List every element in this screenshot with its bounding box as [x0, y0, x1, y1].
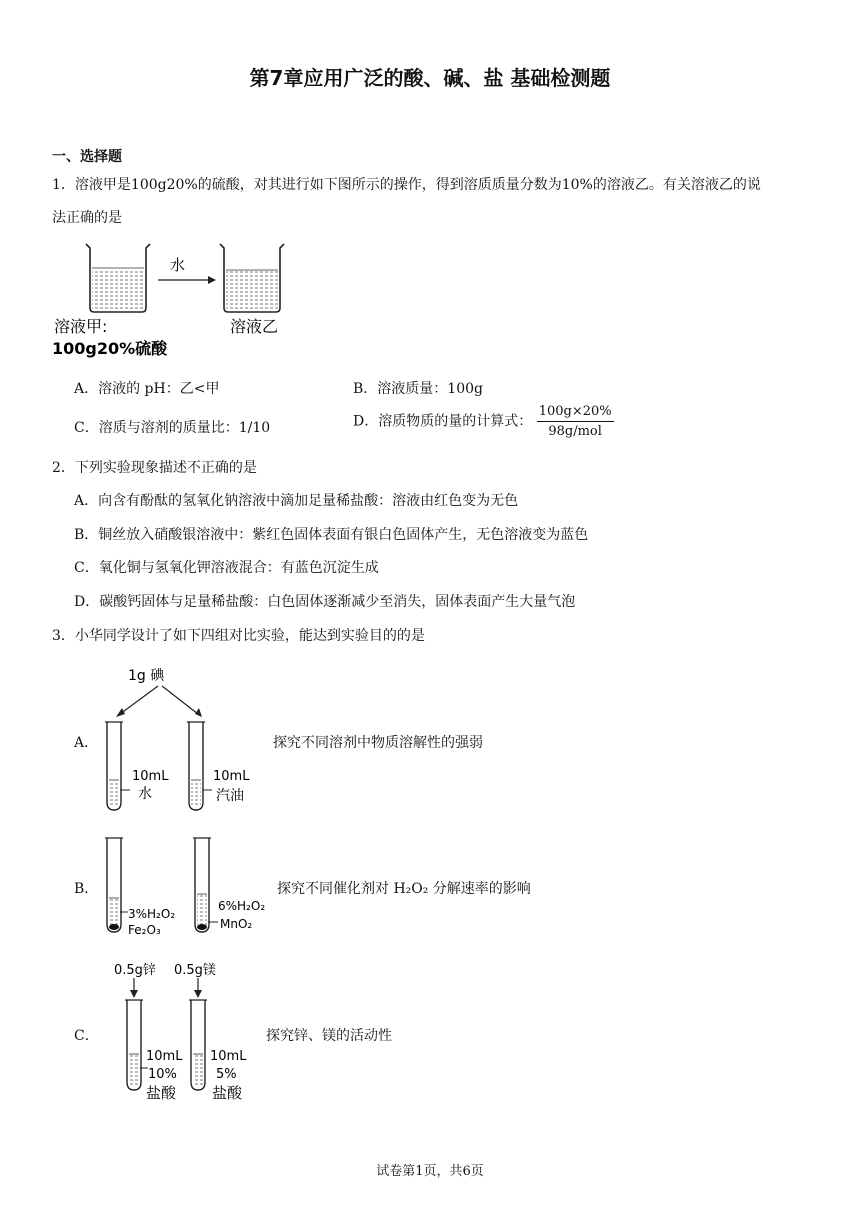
right-volume-label: 10mL: [210, 1049, 247, 1064]
page-title: 第7章应用广泛的酸、碱、盐 基础检测题: [249, 66, 611, 90]
left-liquid-label: 水: [138, 786, 152, 802]
q3-option-a-figure: [100, 662, 260, 814]
right-volume-label: 10mL: [213, 769, 250, 784]
q1-option-c[interactable]: C．溶质与溶剂的质量比：1/10: [74, 420, 271, 436]
q2-option-b[interactable]: B．铜丝放入硝酸银溶液中：紫红色固体表面有银白色固体产生，无色溶液变为蓝色: [74, 527, 589, 543]
q3-option-b-letter[interactable]: B．: [74, 881, 99, 897]
beaker-right-icon: [220, 244, 284, 312]
q1-option-b[interactable]: B．溶液质量：100g: [353, 381, 483, 397]
arrow-icon: [116, 686, 202, 717]
test-tube-right-icon: [187, 722, 212, 810]
magnesium-label: 0.5g镁: [174, 963, 216, 978]
fraction-numerator: 100g×20%: [537, 404, 614, 422]
arrow-icon: [130, 978, 202, 998]
right-liquid-label: 6%H₂O₂: [218, 899, 266, 913]
right-percent-label: 5%: [216, 1067, 237, 1082]
q2-stem: 2．下列实验现象描述不正确的是: [52, 460, 257, 476]
test-tube-left-icon: [125, 1000, 148, 1090]
test-tube-left-icon: [105, 838, 128, 932]
q1-stem-line2: 法正确的是: [52, 210, 122, 226]
q2-option-a[interactable]: A．向含有酚酞的氢氧化钠溶液中滴加足量稀盐酸：溶液由红色变为无色: [74, 493, 519, 509]
q3-option-c-letter[interactable]: C．: [74, 1028, 99, 1044]
q2-option-c[interactable]: C．氧化铜与氢氧化钾溶液混合：有蓝色沉淀生成: [74, 560, 379, 576]
page-footer: 试卷第1页，共6页: [376, 1164, 484, 1179]
q2-option-d[interactable]: D．碳酸钙固体与足量稀盐酸：白色固体逐渐减少至消失，固体表面产生大量气泡: [74, 594, 576, 610]
test-tube-left-icon: [105, 722, 130, 810]
left-catalyst-label: Fe₂O₃: [128, 923, 161, 937]
q1-beaker-figure: [50, 238, 300, 360]
q1-option-d[interactable]: [353, 404, 614, 439]
left-liquid-label: 盐酸: [146, 1084, 177, 1102]
q3-stem: 3．小华同学设计了如下四组对比实验，能达到实验目的的是: [52, 628, 425, 644]
q1-option-d-fraction: [537, 404, 614, 439]
left-percent-label: 10%: [148, 1067, 177, 1082]
q3-option-c-desc: 探究锌、镁的活动性: [266, 1028, 392, 1044]
right-liquid-label: 汽油: [216, 788, 244, 804]
q3-option-c-figure: [110, 958, 270, 1108]
q3-option-b-desc: 探究不同催化剂对 H₂O₂ 分解速率的影响: [277, 881, 531, 897]
beaker-left-label-1: 溶液甲:: [54, 317, 108, 336]
right-liquid-label: 盐酸: [212, 1084, 243, 1102]
test-tube-right-icon: [193, 838, 218, 932]
beaker-left-icon: [86, 244, 150, 312]
q1-stem-line1: 1．溶液甲是100g20%的硫酸，对其进行如下图所示的操作，得到溶质质量分数为10%的溶液乙。有关溶液乙的说: [52, 177, 761, 193]
fraction-denominator: 98g/mol: [548, 424, 602, 439]
left-volume-label: 10mL: [132, 769, 169, 784]
left-liquid-label: 3%H₂O₂: [128, 907, 176, 921]
q3-option-b-figure: [100, 834, 280, 940]
q1-option-d-prefix: D．溶质物质的量的计算式：: [353, 413, 533, 430]
iodine-label: 1g 碘: [128, 668, 165, 684]
beaker-right-label: 溶液乙: [230, 317, 279, 336]
section-heading: 一、选择题: [52, 149, 122, 165]
q3-option-a-letter[interactable]: A．: [74, 735, 99, 751]
left-volume-label: 10mL: [146, 1049, 183, 1064]
arrow-label: 水: [170, 256, 186, 274]
arrow-icon: [158, 276, 216, 284]
zinc-label: 0.5g锌: [114, 963, 156, 978]
q3-option-a-desc: 探究不同溶剂中物质溶解性的强弱: [273, 735, 483, 751]
beaker-left-label-2: 100g20%硫酸: [52, 339, 168, 358]
right-catalyst-label: MnO₂: [220, 917, 253, 931]
q1-option-a[interactable]: A．溶液的 pH：乙<甲: [74, 381, 220, 397]
test-tube-right-icon: [189, 1000, 207, 1090]
